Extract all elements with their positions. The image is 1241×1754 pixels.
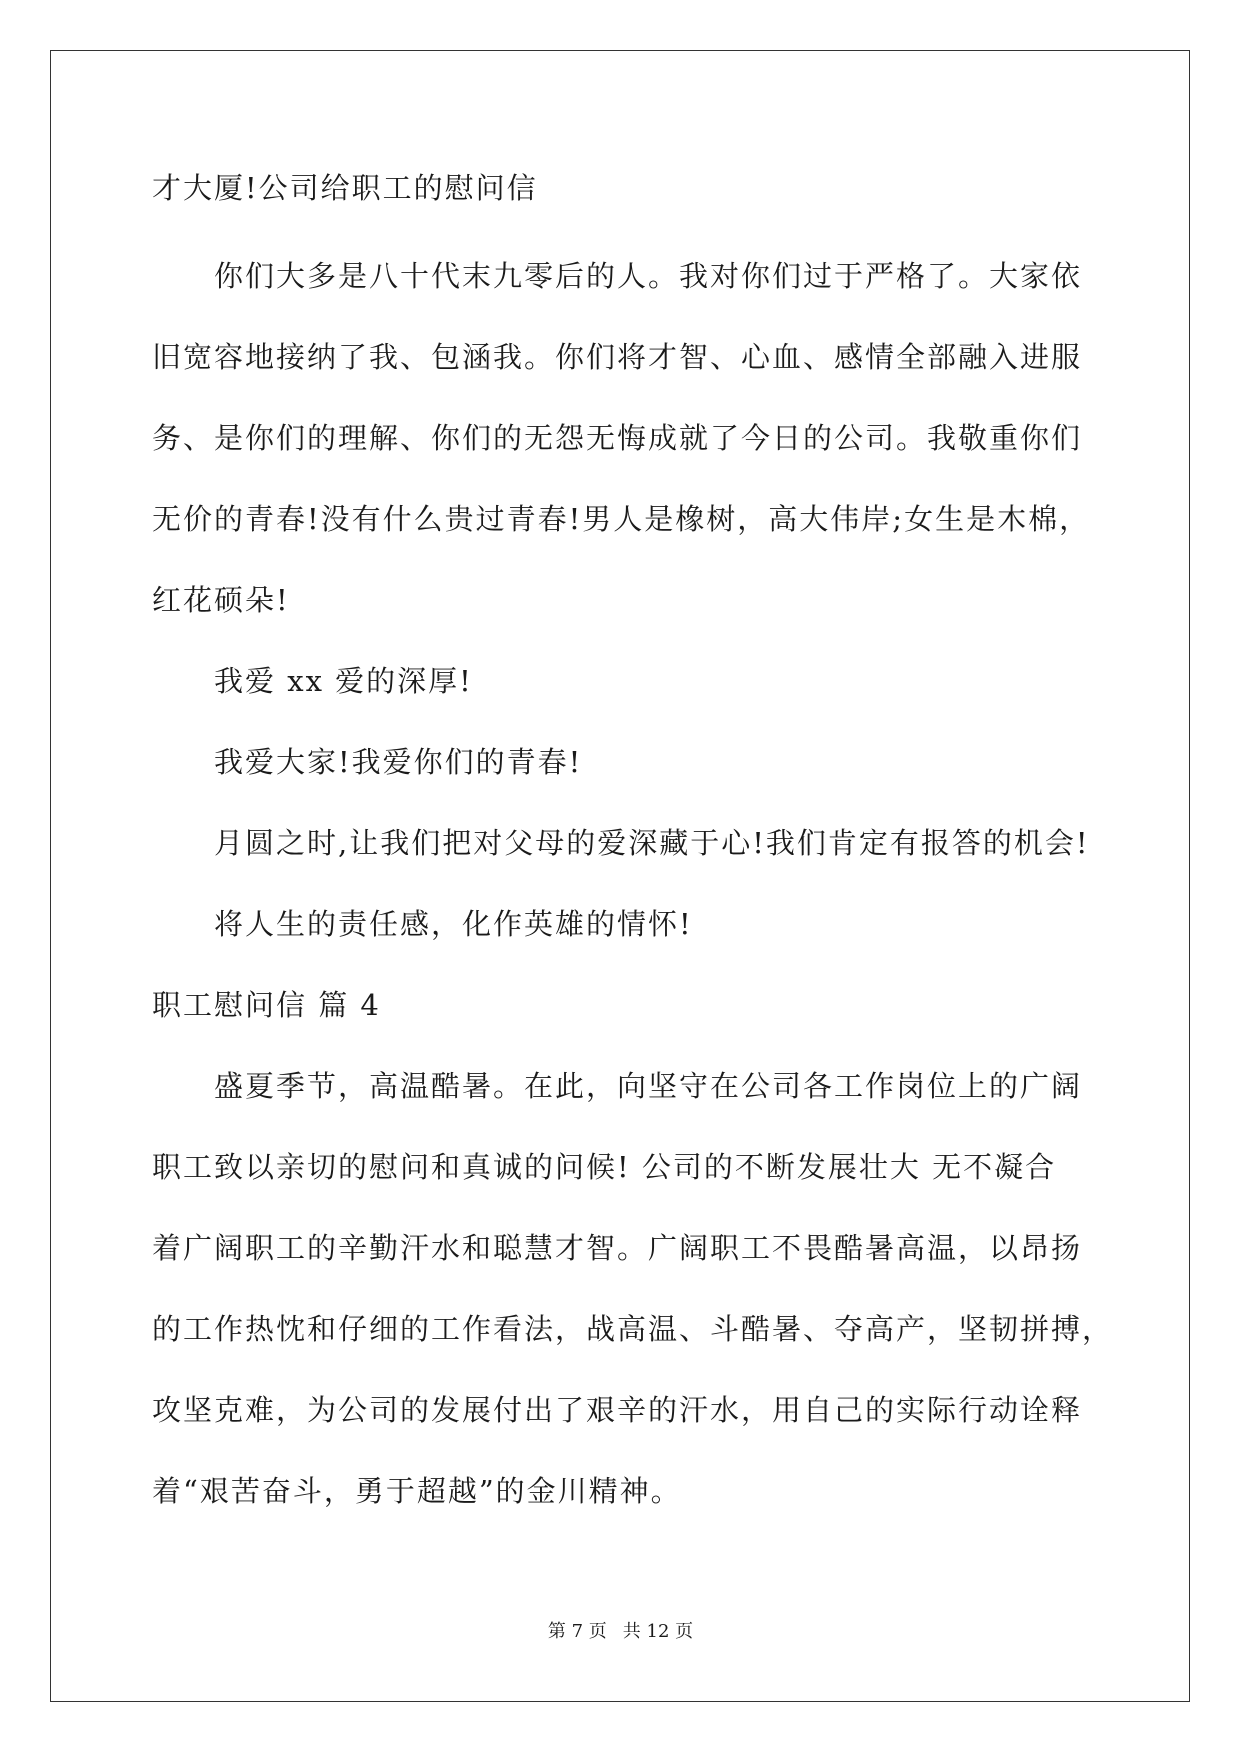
text-line: 才大厦!公司给职工的慰问信 bbox=[152, 171, 538, 205]
text-line: 月圆之时,让我们把对父母的爱深藏于心!我们肯定有报答的机会! bbox=[214, 826, 1090, 860]
text-line: 的工作热忱和仔细的工作看法，战高温、斗酷暑、夺高产，坚韧拼搏， bbox=[152, 1312, 1114, 1346]
page-footer bbox=[0, 1620, 1241, 1644]
page-border bbox=[50, 50, 1190, 1702]
section-heading: 职工慰问信 篇 4 bbox=[152, 988, 381, 1022]
text-line: 着广阔职工的辛勤汗水和聪慧才智。广阔职工不畏酷暑高温，以昂扬 bbox=[152, 1231, 1083, 1265]
text-line: 我爱大家!我爱你们的青春! bbox=[214, 745, 583, 779]
page-total: 共 12 页 bbox=[622, 1621, 694, 1642]
text-line: 我爱 xx 爱的深厚! bbox=[214, 664, 473, 698]
text-line: 务、是你们的理解、你们的无怨无悔成就了今日的公司。我敬重你们 bbox=[152, 421, 1083, 455]
text-line: 旧宽容地接纳了我、包涵我。你们将才智、心血、感情全部融入进服 bbox=[152, 340, 1083, 374]
text-line: 红花硕朵! bbox=[152, 583, 290, 617]
text-line: 盛夏季节，高温酷暑。在此，向坚守在公司各工作岗位上的广阔 bbox=[214, 1069, 1083, 1103]
text-line: 你们大多是八十代末九零后的人。我对你们过于严格了。大家依 bbox=[214, 259, 1083, 293]
text-line: 无价的青春!没有什么贵过青春!男人是橡树，高大伟岸;女生是木棉， bbox=[152, 502, 1091, 536]
text-line: 职工致以亲切的慰问和真诚的问候! 公司的不断发展壮大 无不凝合 bbox=[152, 1150, 1057, 1184]
text-line: 攻坚克难，为公司的发展付出了艰辛的汗水，用自己的实际行动诠释 bbox=[152, 1393, 1083, 1427]
text-line: 着“艰苦奋斗，勇于超越”的金川精神。 bbox=[152, 1474, 682, 1508]
page-current: 第 7 页 bbox=[547, 1621, 607, 1642]
text-line: 将人生的责任感，化作英雄的情怀! bbox=[214, 907, 693, 941]
